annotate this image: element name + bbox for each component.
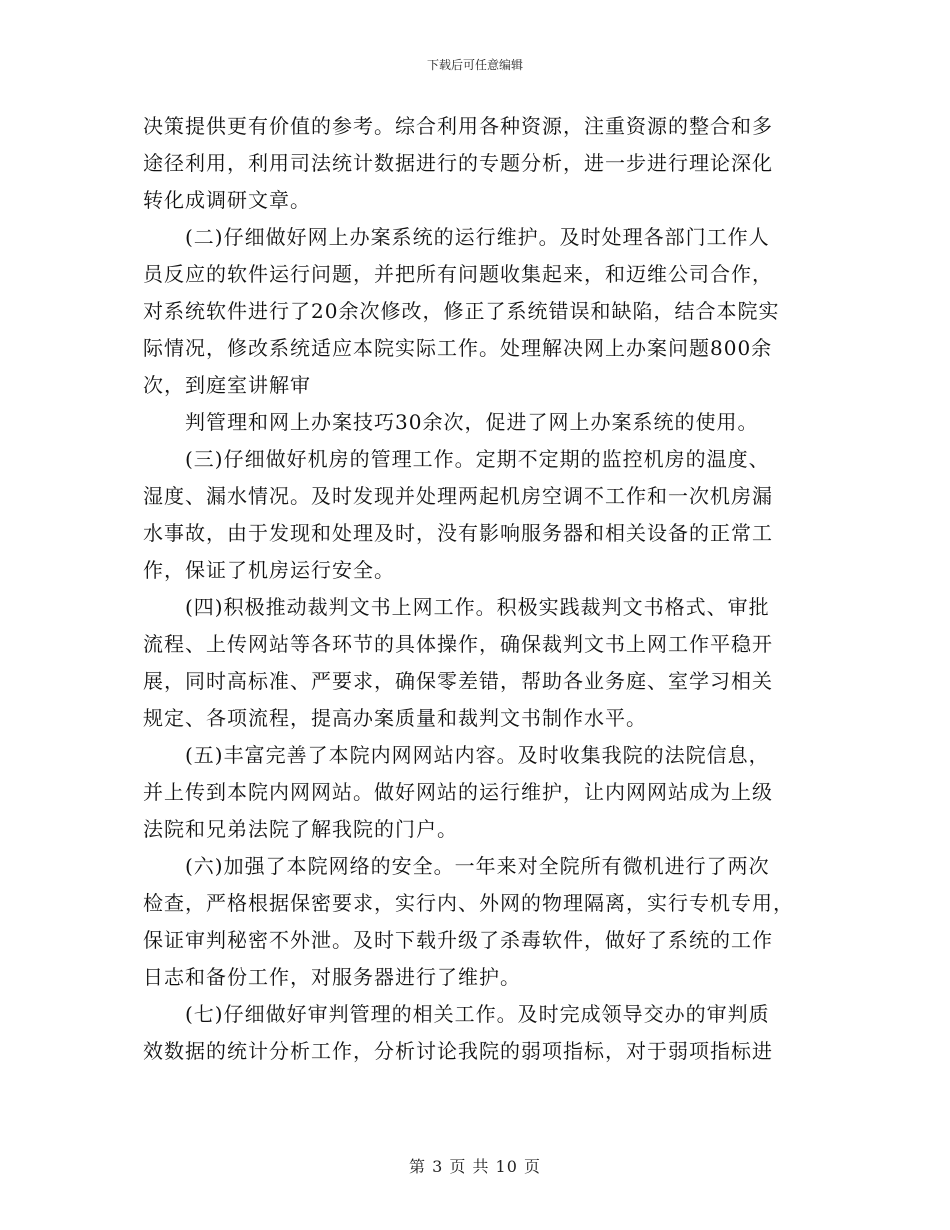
paragraph [143, 441, 795, 589]
text-line: (三)仔细做好机房的管理工作。定期不定期的监控机房的温度、 [185, 447, 770, 471]
text-line: (六)加强了本院网络的安全。一年来对全院所有微机进行了两次 [185, 854, 770, 878]
text-line: 湿度、漏水情况。及时发现并处理两起机房空调不工作和一次机房漏 [143, 484, 773, 508]
text-line: 法院和兄弟法院了解我院的门户。 [143, 817, 458, 841]
page-footer: 第 3 页 共 10 页 [409, 1157, 541, 1176]
text-line: 员反应的软件运行问题，并把所有问题收集起来，和迈维公司合作， [143, 262, 773, 286]
text-line: 流程、上传网站等各环节的具体操作，确保裁判文书上网工作平稳开 [143, 632, 773, 656]
paragraph [143, 737, 795, 848]
document-body [143, 108, 795, 1070]
text-line: (二)仔细做好网上办案系统的运行维护。及时处理各部门工作人 [185, 225, 770, 249]
paragraph [143, 404, 795, 441]
text-line: (四)积极推动裁判文书上网工作。积极实践裁判文书格式、审批 [185, 595, 770, 619]
paragraph [143, 848, 795, 996]
text-line: 规定、各项流程，提高办案质量和裁判文书制作水平。 [143, 706, 647, 730]
text-line: 对系统软件进行了20余次修改，修正了系统错误和缺陷，结合本院实 [143, 299, 780, 323]
paragraph [143, 996, 795, 1070]
text-line: 展，同时高标准、严要求，确保零差错，帮助各业务庭、室学习相关 [143, 669, 773, 693]
text-line: (五)丰富完善了本院内网网站内容。及时收集我院的法院信息， [185, 743, 770, 767]
paragraph [143, 108, 795, 219]
text-line: 效数据的统计分析工作，分析讨论我院的弱项指标，对于弱项指标进 [143, 1039, 773, 1063]
text-line: 并上传到本院内网网站。做好网站的运行维护，让内网网站成为上级 [143, 780, 773, 804]
text-line: 判管理和网上办案技巧30余次，促进了网上办案系统的使用。 [185, 410, 759, 434]
paragraph [143, 589, 795, 737]
text-line: 水事故，由于发现和处理及时，没有影响服务器和相关设备的正常工 [143, 521, 773, 545]
text-line: 作，保证了机房运行安全。 [143, 558, 395, 582]
text-line: 途径利用，利用司法统计数据进行的专题分析，进一步进行理论深化 [143, 151, 773, 175]
page-header: 下载后可任意编辑 [426, 58, 523, 72]
text-line: 保证审判秘密不外泄。及时下载升级了杀毒软件，做好了系统的工作 [143, 928, 773, 952]
text-line: 决策提供更有价值的参考。综合利用各种资源，注重资源的整合和多 [143, 114, 773, 138]
text-line: 际情况，修改系统适应本院实际工作。处理解决网上办案问题800余 [143, 336, 773, 360]
text-line: 转化成调研文章。 [143, 188, 311, 212]
text-line: 检查，严格根据保密要求，实行内、外网的物理隔离，实行专机专用， [143, 891, 794, 915]
text-line: 次，到庭室讲解审 [143, 373, 311, 397]
text-line: (七)仔细做好审判管理的相关工作。及时完成领导交办的审判质 [185, 1002, 770, 1026]
paragraph [143, 219, 795, 404]
text-line: 日志和备份工作，对服务器进行了维护。 [143, 965, 521, 989]
